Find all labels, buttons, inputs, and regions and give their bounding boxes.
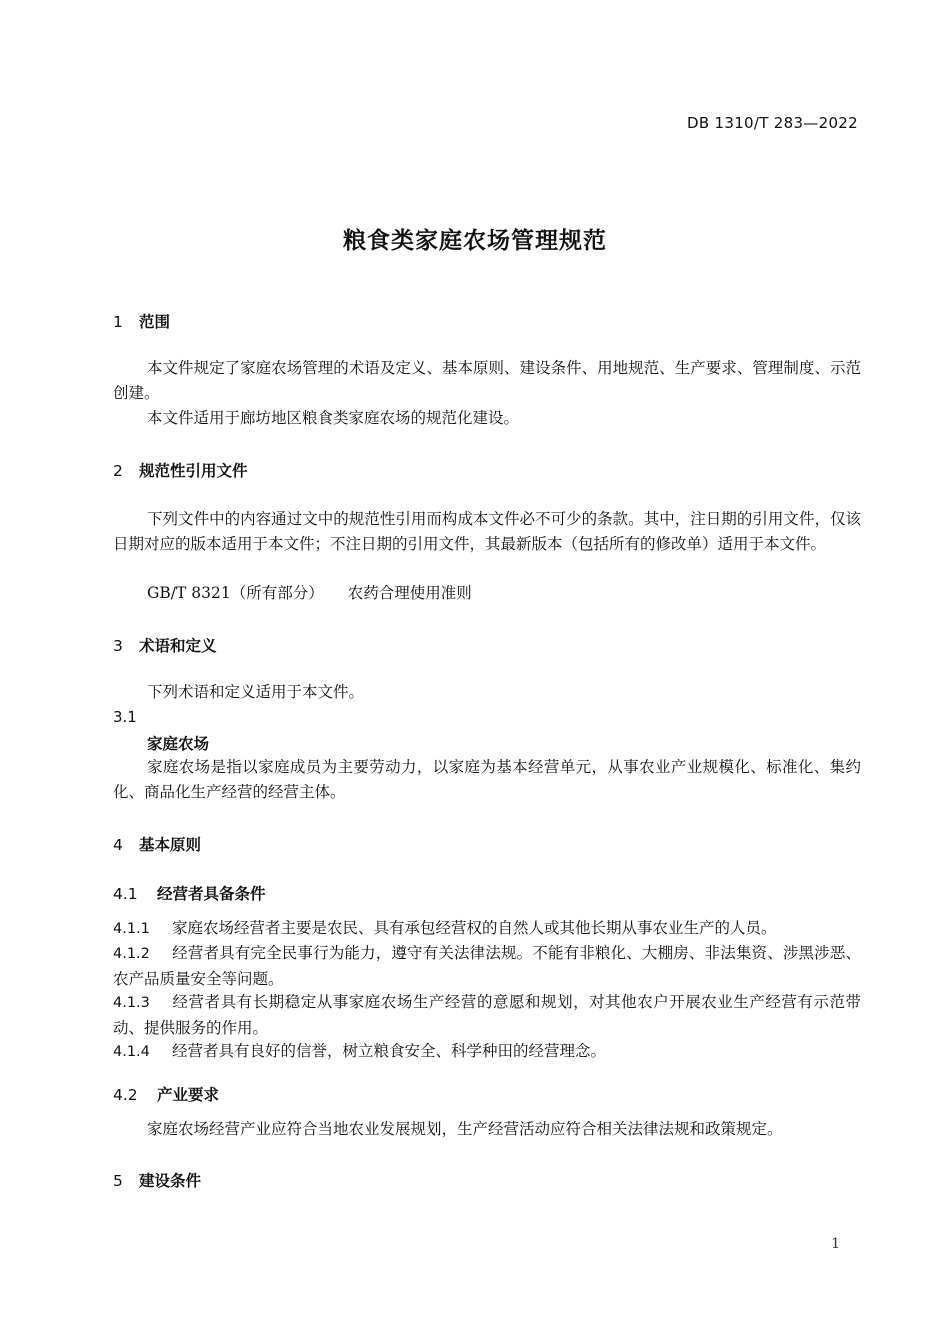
document-title: 粮食类家庭农场管理规范 bbox=[343, 228, 607, 254]
clause-number: 4.1.2 bbox=[113, 946, 150, 962]
section-number: 1 bbox=[113, 313, 123, 331]
clause-text: 家庭农场经营者主要是农民、具有承包经营权的自然人或其他长期从事农业生产的人员。 bbox=[172, 919, 777, 937]
section-title: 规范性引用文件 bbox=[139, 462, 248, 480]
subsection-number: 4.2 bbox=[113, 1086, 138, 1104]
section-number: 4 bbox=[113, 836, 123, 854]
reference-entry bbox=[147, 581, 472, 606]
scope-paragraph-1: 本文件规定了家庭农场管理的术语及定义、基本原则、建设条件、用地规范、生产要求、管理制度、示范创建。 bbox=[113, 359, 861, 402]
clause-number: 4.1.1 bbox=[113, 921, 150, 937]
subsection-title: 经营者具备条件 bbox=[157, 885, 266, 903]
term-name: 家庭农场 bbox=[147, 735, 210, 753]
reference-title: 农药合理使用准则 bbox=[347, 584, 472, 602]
subsection-title: 产业要求 bbox=[157, 1086, 220, 1104]
section-title: 范围 bbox=[139, 313, 171, 331]
section-2-heading bbox=[113, 459, 248, 481]
clause-4-1-1 bbox=[113, 916, 861, 942]
section-4-heading bbox=[113, 833, 201, 855]
section-number: 3 bbox=[113, 637, 123, 655]
clause-text: 经营者具有良好的信誉，树立粮食安全、科学种田的经营理念。 bbox=[172, 1042, 607, 1060]
section-3-heading bbox=[113, 634, 217, 656]
clause-number: 4.1.3 bbox=[113, 995, 150, 1011]
terms-intro-paragraph: 下列术语和定义适用于本文件。 bbox=[147, 683, 365, 701]
section-number: 5 bbox=[113, 1172, 123, 1190]
page-number: 1 bbox=[831, 1236, 840, 1252]
term-definition: 家庭农场是指以家庭成员为主要劳动力，以家庭为基本经营单元，从事农业产业规模化、标准化、集约化、商品化生产经营的经营主体。 bbox=[113, 758, 861, 801]
scope-paragraph-2: 本文件适用于廊坊地区粮食类家庭农场的规范化建设。 bbox=[147, 409, 520, 427]
section-1-heading bbox=[113, 310, 170, 332]
section-title: 建设条件 bbox=[139, 1172, 202, 1190]
clause-text: 经营者具有完全民事行为能力，遵守有关法律法规。不能有非粮化、大棚房、非法集资、涉黑涉恶、农产品质量安全等问题。 bbox=[113, 944, 861, 988]
subsection-4-1-heading bbox=[113, 882, 266, 904]
reference-code: GB/T 8321（所有部分） bbox=[147, 584, 324, 602]
subsection-number: 4.1 bbox=[113, 885, 138, 903]
section-number: 2 bbox=[113, 462, 123, 480]
clause-text: 经营者具有长期稳定从事家庭农场生产经营的意愿和规划，对其他农户开展农业生产经营有示范带动、提供服务的作用。 bbox=[113, 993, 861, 1037]
section-title: 术语和定义 bbox=[139, 637, 217, 655]
clause-4-1-3 bbox=[113, 990, 861, 1041]
term-number: 3.1 bbox=[113, 708, 137, 726]
industry-requirement-paragraph: 家庭农场经营产业应符合当地农业发展规划，生产经营活动应符合相关法律法规和政策规定。 bbox=[147, 1120, 783, 1138]
clause-number: 4.1.4 bbox=[113, 1044, 150, 1060]
references-paragraph: 下列文件中的内容通过文中的规范性引用而构成本文件必不可少的条款。其中，注日期的引用文件，仅该日期对应的版本适用于本文件；不注日期的引用文件，其最新版本（包括所有的修改单）适用于本文件。 bbox=[113, 510, 861, 553]
clause-4-1-4 bbox=[113, 1039, 861, 1065]
clause-4-1-2 bbox=[113, 941, 861, 992]
section-title: 基本原则 bbox=[139, 836, 202, 854]
document-number: DB 1310/T 283—2022 bbox=[687, 114, 858, 132]
subsection-4-2-heading bbox=[113, 1083, 219, 1105]
section-5-heading bbox=[113, 1169, 201, 1191]
